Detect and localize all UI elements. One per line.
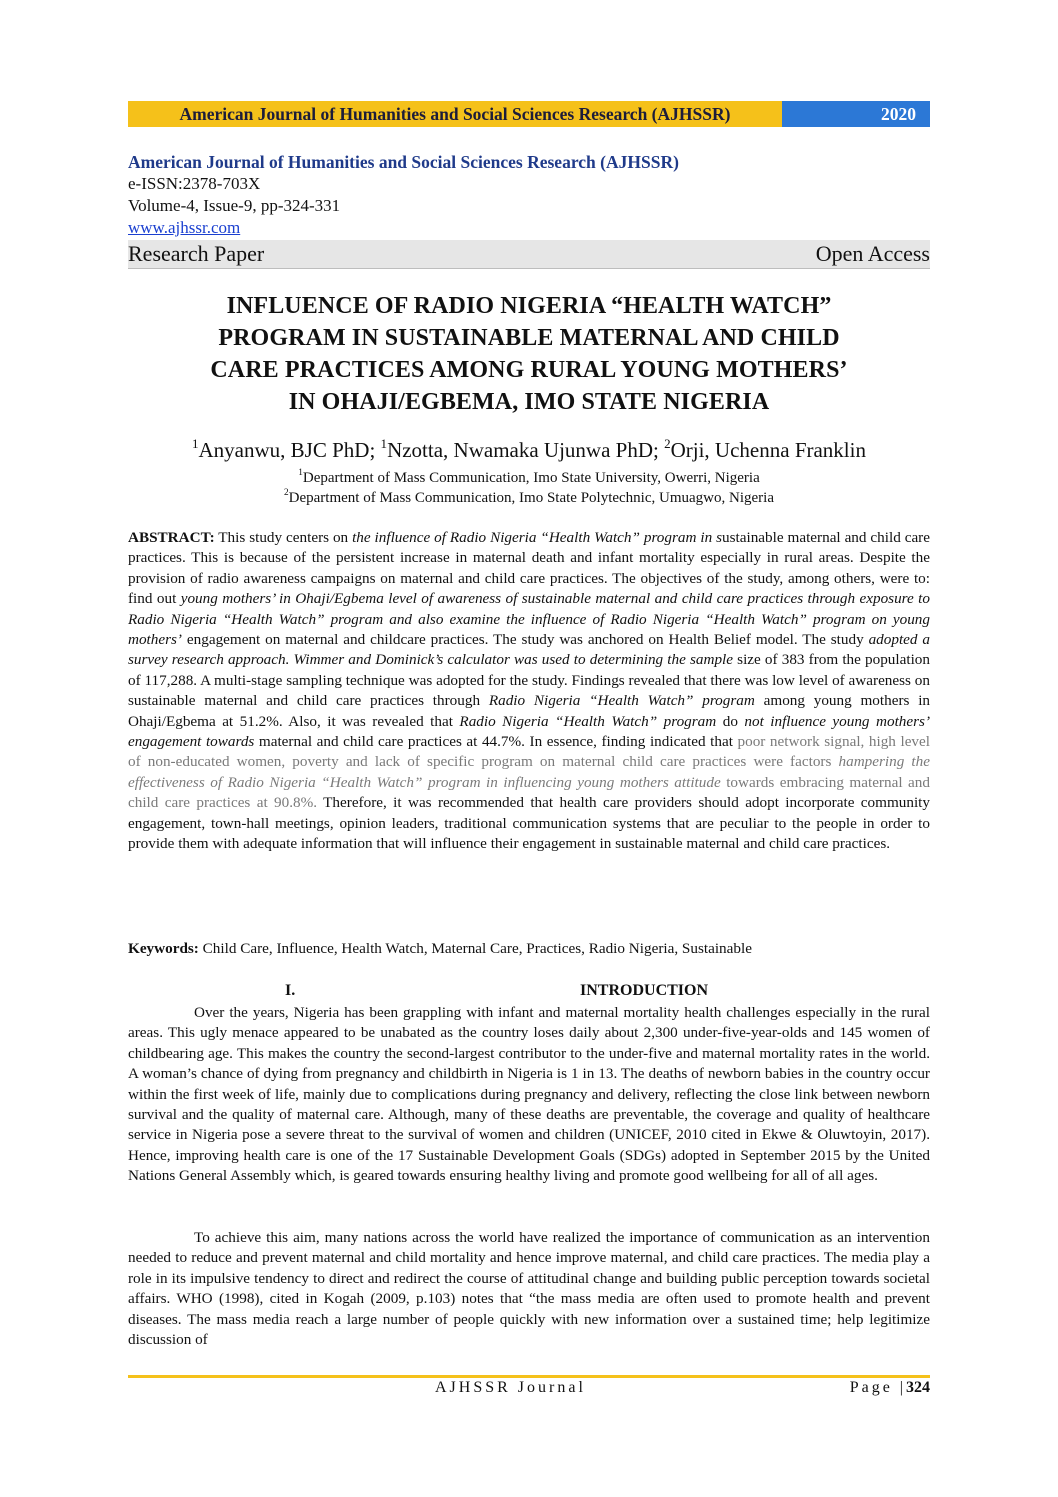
abstract-text: engagement on maternal and childcare practices. The study was anchored on Health Belief model. The study — [182, 631, 869, 649]
affiliation — [128, 470, 930, 487]
author-sup: 1 — [380, 436, 388, 451]
abstract-gray-text: towards embracing maternal and child care practices at 90.8%. — [128, 773, 930, 812]
author-name: Orji, Uchenna Franklin — [670, 438, 866, 462]
paper-type-label: Research Paper — [128, 241, 265, 266]
header-year: 2020 — [782, 101, 930, 127]
abstract-italic-text: Radio Nigeria “Health Watch” program — [459, 712, 717, 730]
abstract-text: ustainable maternal and child care practices. This is because of the persistent increase in maternal death and infant mortality especially in rural areas. Despite the provision of radio awareness campaigns on maternal and child care practices. The objectives of the study, among others, were to: find out — [128, 529, 930, 608]
abstract-label: ABSTRACT: — [128, 529, 215, 546]
volume-issue: Volume-4, Issue-9, pp-324-331 — [128, 196, 341, 215]
paper-title — [128, 290, 930, 418]
abstract — [128, 528, 930, 855]
author-sup: 1 — [192, 436, 199, 451]
footer-page — [850, 1379, 930, 1397]
header-journal-title: American Journal of Humanities and Social Sciences Research (AJHSSR) — [128, 101, 782, 127]
body-paragraph: Over the years, Nigeria has been grappling with infant and maternal mortality health challenges especially in the rural areas. This ugly menace appeared to be unabated as the country loses daily about 2,300 under-five-year-olds and 145 women of childbearing age. This makes the country the second-largest contributor to the under-five and maternal mortality rates in the world. A woman’s chance of dying from pregnancy and childbirth in Nigeria is 1 in 13. The deaths of newborn babies in the country occur within the first week of life, mainly due to complications during pregnancy and delivery, reflecting the close link between newborn survival and the quality of maternal care. Although, many of these deaths are preventable, the coverage and quality of healthcare service in Nigeria pose a severe threat to the survival of women and children (UNICEF, 2010 cited in Ekwe & Oluwtoyin, 2017). Hence, improving health care is one of the 17 Sustainable Development Goals (SDGs) adopted in September 2015 by the United Nations General Assembly which, is geared towards ensuring healthy living and promote good wellbeing for all of all ages. — [128, 1004, 930, 1185]
author-name: Nzotta, Nwamaka Ujunwa PhD; — [387, 438, 665, 462]
abstract-italic-text: Radio Nigeria “Health Watch” program — [488, 692, 755, 710]
abstract-text: maternal and child care practices at 44.7%. In essence, finding indicated that — [254, 733, 738, 751]
abstract-text: do — [716, 712, 745, 730]
journal-header-bar — [128, 101, 930, 127]
keywords — [128, 940, 930, 958]
page-footer — [128, 1379, 930, 1403]
abstract-text: size of 383 from the population of 117,288. A multi-stage sampling technique was adopted for the study. Findings revealed that there was low level of awareness on sustainable maternal and child care practices through — [128, 651, 930, 710]
author-sup: 2 — [664, 436, 671, 451]
footer-journal: AJHSSR Journal — [435, 1379, 586, 1396]
journal-name: American Journal of Humanities and Social Sciences Research (AJHSSR) — [128, 152, 679, 172]
access-label: Open Access — [815, 241, 930, 266]
footer-rule — [128, 1375, 930, 1378]
page-number: 324 — [906, 1379, 930, 1396]
issn: e-ISSN:2378-703X — [128, 174, 261, 193]
affiliation-text: Department of Mass Communication, Imo State University, Owerri, Nigeria — [302, 470, 760, 486]
abstract-text: This study centers on — [214, 529, 353, 546]
paper-type-band — [128, 240, 930, 269]
section-number: I. — [285, 982, 296, 999]
affiliation-sup: 1 — [298, 468, 303, 478]
abstract-italic-text: the influence of Radio Nigeria “Health Watch” program in s — [352, 529, 723, 546]
abstract-text: Therefore, it was recommended that health care providers should adopt incorporate community engagement, town-hall meetings, opinion leaders, traditional communication systems that are peculiar to the people in order to provide them with adequate information that will influence their engagement in sustainable maternal and child care practices. — [128, 794, 930, 853]
abstract-gray-italic-text: hampering the effectiveness of Radio Nigeria “Health Watch” program in influencing young mothers attitude — [128, 753, 930, 791]
affiliation-sup: 2 — [284, 488, 289, 498]
title-line: CARE PRACTICES AMONG RURAL YOUNG MOTHERS’ — [210, 357, 848, 383]
page-label: Page | — [849, 1379, 906, 1396]
abstract-italic-text: young mothers’ in Ohaji/Egbema level of awareness of sustainable maternal and child care practices through exposure to Radio Nigeria “Health Watch” program and also examine the influence of Radio Nigeria “Health Watch” program on young mothers’ — [128, 590, 930, 649]
abstract-italic-text: adopted a survey research approach. Wimmer and Dominick’s calculator was used to determining the sample — [128, 631, 930, 669]
section-title: INTRODUCTION — [580, 982, 709, 999]
title-line: INFLUENCE OF RADIO NIGERIA “HEALTH WATCH” — [226, 293, 832, 319]
journal-link[interactable]: www.ajhssr.com — [128, 218, 241, 237]
abstract-gray-text: poor network signal, high level of non-educated women, poverty and lack of specific program on maternal child care practices were factors — [128, 733, 930, 771]
affiliation — [128, 490, 930, 507]
title-line: PROGRAM IN SUSTAINABLE MATERNAL AND CHILD — [218, 325, 840, 351]
author-name: Anyanwu, BJC PhD; — [198, 438, 381, 462]
keywords-text: Child Care, Influence, Health Watch, Maternal Care, Practices, Radio Nigeria, Sustainable — [198, 940, 752, 957]
title-line: IN OHAJI/EGBEMA, IMO STATE NIGERIA — [288, 389, 770, 415]
abstract-text: among young mothers in Ohaji/Egbema at 51.2%. Also, it was revealed that — [128, 692, 931, 730]
keywords-label: Keywords: — [128, 940, 199, 957]
body-paragraph: To achieve this aim, many nations across the world have realized the importance of communication as an intervention needed to reduce and prevent maternal and child mortality and hence improve maternal, and child care practices. The media play a role in its impulsive tendency to direct and redirect the course of attitudinal change and building public perception towards societal affairs. WHO (1998), cited in Kogah (2009, p.103) notes that “the mass media are often used to promote health and prevent diseases. The mass media reach a large number of people quickly with new information over a sustained time; help legitimize discussion of — [128, 1229, 930, 1349]
author-list — [128, 438, 930, 463]
abstract-italic-text: not influence young mothers’ engagement towards — [128, 712, 930, 751]
affiliation-text: Department of Mass Communication, Imo State Polytechnic, Umuagwo, Nigeria — [288, 490, 774, 506]
